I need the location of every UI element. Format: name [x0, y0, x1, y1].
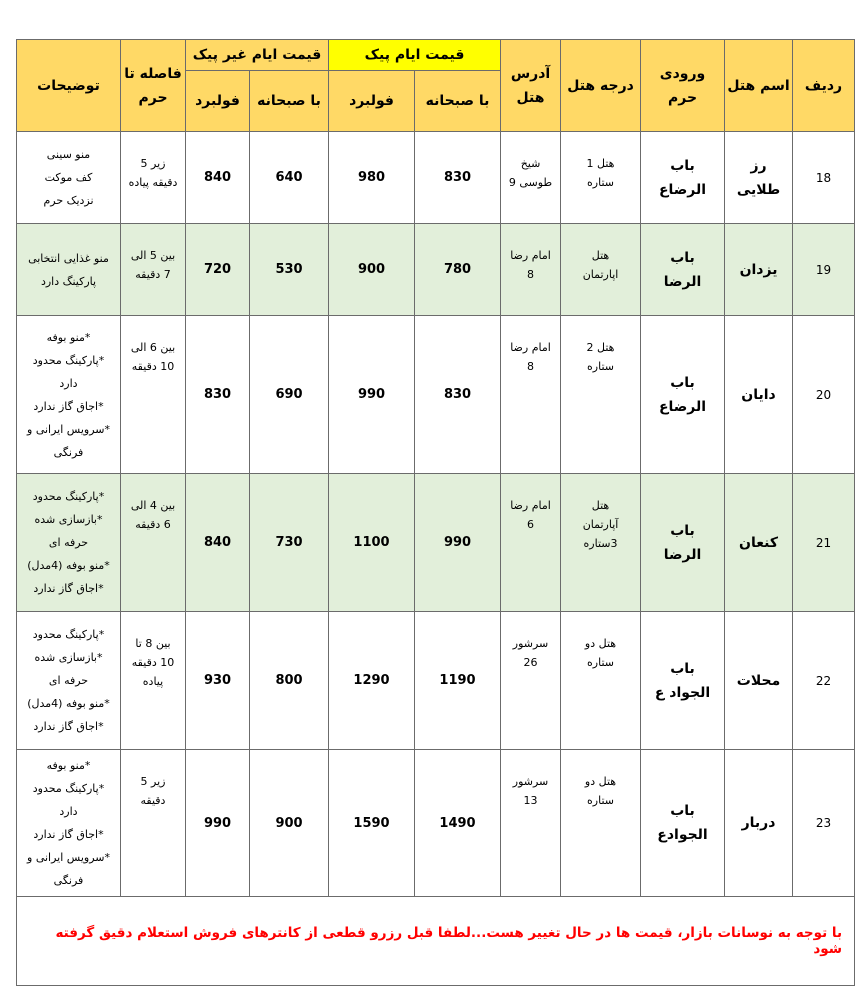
row-number: 18 — [793, 132, 855, 224]
haram-entrance — [641, 316, 725, 474]
hotel-notes-line: نزدیک حرم — [43, 194, 94, 207]
hotel-address-line: امام رضا — [510, 499, 551, 512]
peak-fullboard-price: 1590 — [329, 750, 415, 897]
hotel-grade-line: هتل — [591, 249, 610, 262]
hotel-notes — [17, 224, 121, 316]
peak-breakfast-price: 780 — [415, 224, 501, 316]
hotel-address — [501, 316, 561, 474]
hotel-notes-line: *بازسازی شده — [34, 513, 103, 526]
hotel-notes-line: حرفه ای — [48, 674, 89, 687]
distance-to-haram — [121, 750, 186, 897]
peak-fullboard-price: 1290 — [329, 612, 415, 750]
hotel-notes-line: *بازسازی شده — [34, 651, 103, 664]
hotel-name — [725, 474, 793, 612]
table-row — [17, 132, 855, 224]
price-disclaimer: با توجه به نوسانات بازار، قیمت ها در حال تغییر هست...لطفا قبل رزرو قطعی از کانترهای فروش استعلام دقیق گرفته شود — [17, 897, 855, 986]
distance-to-haram-line: زیر 5 — [140, 157, 166, 170]
hotel-notes-line: دارد — [59, 805, 78, 818]
offpeak-fullboard-price: 840 — [186, 474, 250, 612]
hotel-notes-line: *سرویس ایرانی و — [27, 422, 110, 436]
hotel-grade-line: هتل — [591, 499, 610, 512]
distance-to-haram-line: 10 دقیقه — [131, 360, 175, 373]
hotel-price-table — [16, 39, 855, 986]
hotel-name-line: رز — [750, 157, 767, 174]
hotel-name-line: یزدان — [739, 261, 778, 278]
hotel-name — [725, 750, 793, 897]
hotel-grade-line: ستاره — [587, 360, 614, 373]
offpeak-breakfast-price: 800 — [250, 612, 329, 750]
offpeak-breakfast-price: 640 — [250, 132, 329, 224]
haram-entrance — [641, 132, 725, 224]
header-peak-fullboard: فولبرد — [329, 71, 415, 132]
header-notes: توضیحات — [17, 40, 121, 132]
hotel-name-line: کنعان — [739, 534, 778, 551]
hotel-notes — [17, 132, 121, 224]
haram-entrance-line: باب — [670, 803, 695, 819]
haram-entrance-line: الجوادع — [657, 827, 708, 843]
hotel-notes — [17, 316, 121, 474]
hotel-address-line: امام رضا — [510, 249, 551, 262]
table-row — [17, 612, 855, 750]
offpeak-fullboard-price: 720 — [186, 224, 250, 316]
distance-to-haram-line: 7 دقیقه — [135, 268, 171, 281]
peak-breakfast-price: 830 — [415, 132, 501, 224]
hotel-address-line: امام رضا — [510, 341, 551, 354]
hotel-address-line: سرشور — [512, 775, 549, 788]
row-number: 19 — [793, 224, 855, 316]
hotel-grade-line: ستاره — [587, 794, 614, 807]
offpeak-fullboard-price: 840 — [186, 132, 250, 224]
peak-breakfast-price: 1190 — [415, 612, 501, 750]
offpeak-breakfast-price: 690 — [250, 316, 329, 474]
distance-to-haram-line: بین 8 تا — [135, 637, 171, 650]
hotel-grade — [561, 224, 641, 316]
hotel-name-line: دایان — [741, 386, 776, 403]
haram-entrance-line: الرضاع — [658, 398, 707, 415]
hotel-notes — [17, 474, 121, 612]
hotel-address-line: سرشور — [512, 637, 549, 650]
peak-breakfast-price: 830 — [415, 316, 501, 474]
hotel-address-line: 6 — [527, 518, 535, 531]
haram-entrance-line: باب — [670, 249, 695, 266]
header-row-number: ردیف — [793, 40, 855, 132]
hotel-grade — [561, 132, 641, 224]
hotel-notes-line: حرفه ای — [48, 536, 89, 549]
distance-to-haram-line: زیر 5 — [140, 775, 166, 788]
table-row — [17, 316, 855, 474]
hotel-notes-line: *پارکینگ محدود — [32, 628, 105, 641]
haram-entrance-line: باب — [670, 522, 695, 539]
header-offpeak-price: قیمت ایام غیر پیک — [186, 40, 329, 71]
row-number: 20 — [793, 316, 855, 474]
hotel-notes-line: دارد — [59, 376, 78, 390]
header-offpeak-breakfast: با صبحانه — [250, 71, 329, 132]
hotel-notes-line: *منو بوفه (4مدل) — [27, 559, 110, 572]
table-row — [17, 224, 855, 316]
hotel-name — [725, 224, 793, 316]
distance-to-haram-line: بین 5 الی — [130, 249, 176, 262]
row-number: 21 — [793, 474, 855, 612]
hotel-notes-line: *اجاق گاز ندارد — [33, 828, 104, 841]
offpeak-breakfast-price: 530 — [250, 224, 329, 316]
hotel-notes-line: فرنگی — [53, 874, 84, 887]
offpeak-fullboard-price: 990 — [186, 750, 250, 897]
hotel-address — [501, 224, 561, 316]
hotel-grade-line: هتل 2 — [586, 341, 615, 354]
peak-breakfast-price: 990 — [415, 474, 501, 612]
haram-entrance-line: الجواد ع — [654, 684, 711, 701]
hotel-name-line: محلات — [736, 672, 781, 689]
hotel-notes-line: منو غذایی انتخابی — [28, 251, 109, 265]
hotel-name — [725, 132, 793, 224]
haram-entrance-line: الرضا — [663, 546, 702, 563]
haram-entrance-line: الرضاع — [658, 181, 707, 198]
hotel-address — [501, 474, 561, 612]
offpeak-fullboard-price: 930 — [186, 612, 250, 750]
haram-entrance-line: باب — [670, 660, 695, 677]
header-haram-entrance: ورودی حرم — [641, 40, 725, 132]
row-number: 23 — [793, 750, 855, 897]
distance-to-haram-line: بین 4 الی — [130, 499, 176, 512]
hotel-notes — [17, 750, 121, 897]
distance-to-haram-line: 6 دقیقه — [135, 518, 171, 531]
hotel-address — [501, 132, 561, 224]
table-row — [17, 750, 855, 897]
distance-to-haram-line: دقیقه پیاده — [128, 176, 178, 189]
hotel-grade-line: هتل دو — [584, 637, 617, 650]
hotel-address-line: طوسی 9 — [508, 176, 553, 189]
hotel-grade-line: ستاره — [587, 176, 614, 189]
row-number: 22 — [793, 612, 855, 750]
footer-row — [17, 897, 855, 986]
hotel-grade-line: هتل دو — [584, 775, 617, 788]
haram-entrance-line: باب — [670, 374, 695, 391]
hotel-notes-line: فرنگی — [53, 445, 84, 459]
offpeak-breakfast-price: 900 — [250, 750, 329, 897]
distance-to-haram-line: بین 6 الی — [130, 341, 176, 354]
hotel-notes-line: *اجاق گاز ندارد — [33, 399, 104, 413]
distance-to-haram-line: 10 دقیقه — [131, 656, 175, 669]
header-row-top — [17, 40, 855, 71]
hotel-notes-line: کف موکت — [44, 171, 93, 184]
header-peak-price: قیمت ایام پیک — [329, 40, 501, 71]
peak-breakfast-price: 1490 — [415, 750, 501, 897]
hotel-notes-line: *پارکینگ محدود — [32, 353, 105, 367]
hotel-notes — [17, 612, 121, 750]
hotel-address — [501, 612, 561, 750]
offpeak-fullboard-price: 830 — [186, 316, 250, 474]
hotel-notes-line: *پارکینگ محدود — [32, 490, 105, 503]
haram-entrance-line: الرضا — [663, 273, 702, 290]
distance-to-haram — [121, 132, 186, 224]
hotel-address-line: شیخ — [520, 157, 541, 170]
peak-fullboard-price: 1100 — [329, 474, 415, 612]
distance-to-haram-line: پیاده — [142, 675, 164, 688]
hotel-grade-line: ستاره — [587, 656, 614, 669]
hotel-notes-line: *منو بوفه (4مدل) — [27, 697, 110, 710]
table-row — [17, 474, 855, 612]
header-hotel-name: اسم هتل — [725, 40, 793, 132]
hotel-name — [725, 316, 793, 474]
hotel-grade — [561, 612, 641, 750]
header-distance: فاصله تا حرم — [121, 40, 186, 132]
haram-entrance — [641, 474, 725, 612]
header-peak-breakfast: با صبحانه — [415, 71, 501, 132]
peak-fullboard-price: 900 — [329, 224, 415, 316]
hotel-notes-line: *اجاق گاز ندارد — [33, 720, 104, 733]
header-offpeak-fullboard: فولبرد — [186, 71, 250, 132]
header-address: آدرس هتل — [501, 40, 561, 132]
hotel-address-line: 8 — [527, 360, 535, 373]
hotel-address — [501, 750, 561, 897]
distance-to-haram — [121, 612, 186, 750]
hotel-notes-line: منو سینی — [46, 148, 91, 161]
distance-to-haram — [121, 316, 186, 474]
hotel-notes-line: *اجاق گاز ندارد — [33, 582, 104, 595]
distance-to-haram — [121, 474, 186, 612]
hotel-notes-line: *پارکینگ محدود — [32, 782, 105, 795]
hotel-grade — [561, 750, 641, 897]
haram-entrance — [641, 750, 725, 897]
offpeak-breakfast-price: 730 — [250, 474, 329, 612]
hotel-grade — [561, 316, 641, 474]
hotel-grade-line: هتل 1 — [586, 157, 615, 170]
distance-to-haram-line: دقیقه — [140, 794, 166, 807]
hotel-name — [725, 612, 793, 750]
hotel-notes-line: *منو بوفه — [46, 759, 91, 772]
hotel-address-line: 26 — [523, 656, 538, 669]
haram-entrance — [641, 612, 725, 750]
hotel-notes-line: پارکینگ دارد — [40, 274, 97, 288]
hotel-name-line: دربار — [741, 815, 776, 831]
peak-fullboard-price: 990 — [329, 316, 415, 474]
header-hotel-grade: درجه هتل — [561, 40, 641, 132]
hotel-address-line: 8 — [527, 268, 535, 281]
peak-fullboard-price: 980 — [329, 132, 415, 224]
hotel-address-line: 13 — [523, 794, 538, 807]
distance-to-haram — [121, 224, 186, 316]
hotel-notes-line: *سرویس ایرانی و — [27, 851, 110, 864]
hotel-grade-line: آپارتمان — [582, 518, 619, 531]
hotel-notes-line: *منو بوفه — [46, 330, 91, 344]
hotel-name-line: طلایی — [736, 181, 781, 198]
haram-entrance-line: باب — [670, 157, 695, 174]
hotel-grade-line: 3ستاره — [583, 537, 618, 550]
hotel-grade — [561, 474, 641, 612]
haram-entrance — [641, 224, 725, 316]
hotel-grade-line: اپارتمان — [582, 268, 619, 281]
